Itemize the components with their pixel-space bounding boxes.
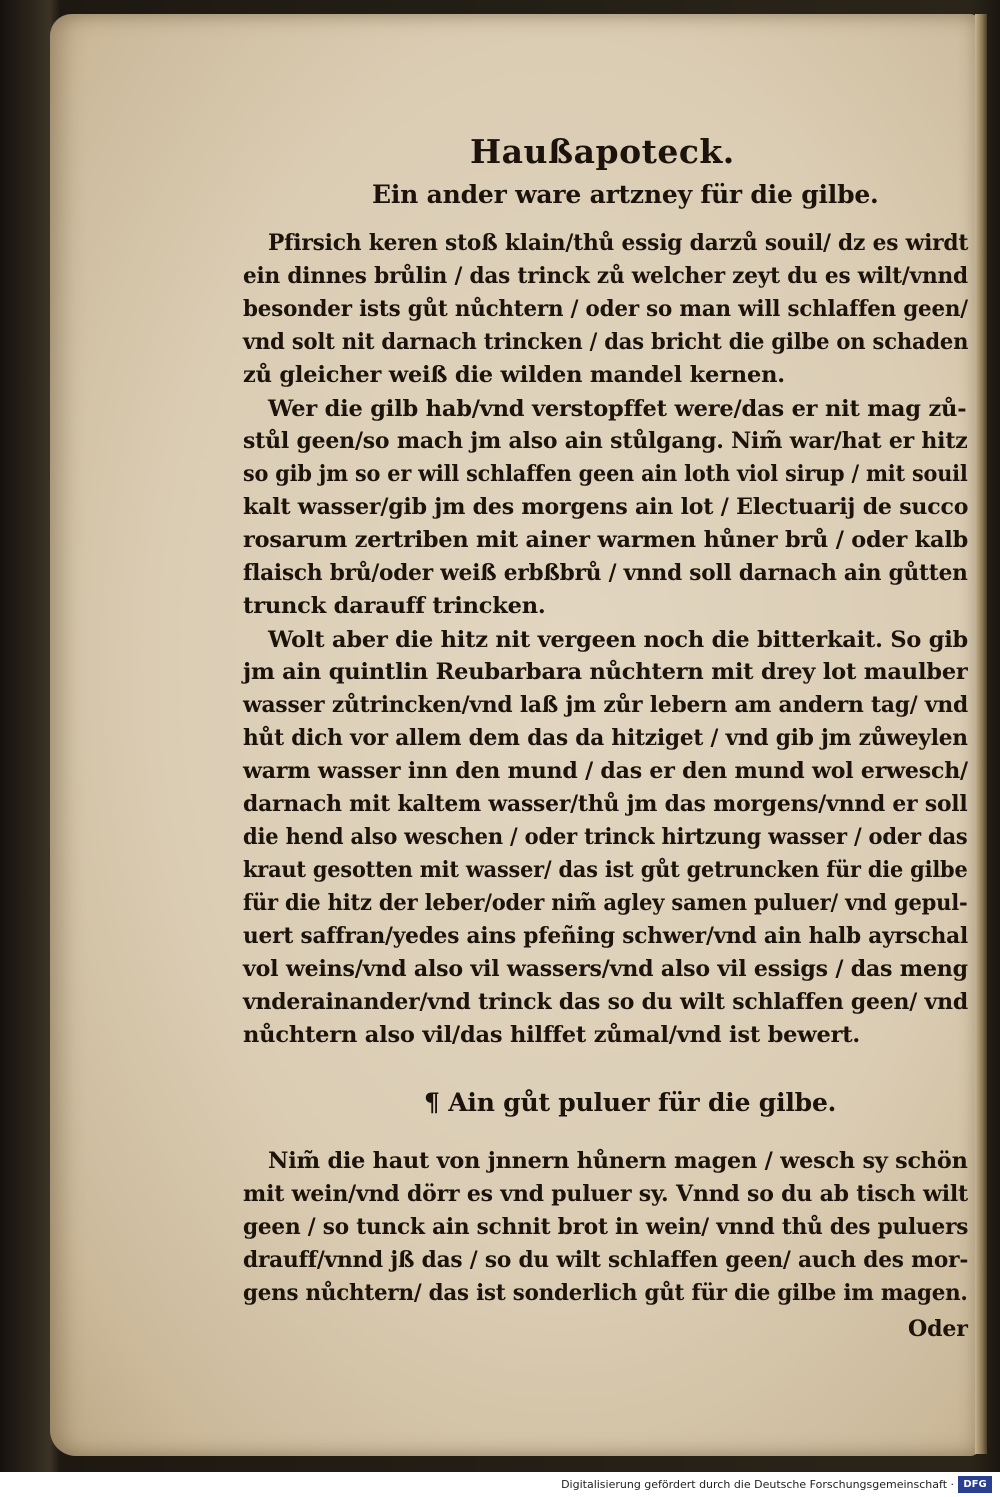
text-line: kalt wasser/gib jm des morgens ain lot / Electuarij de succo	[243, 494, 969, 520]
text-line: rosarum zertriben mit ainer warmen hůner brů / oder kalb	[243, 527, 969, 553]
running-head: Haußapoteck.	[470, 132, 735, 171]
text-line: so gib jm so er will schlaffen geen ain loth viol sirup / mit souil	[243, 461, 968, 487]
funding-notice: Digitalisierung gefördert durch die Deutsche Forschungsgemeinschaft ·	[561, 1478, 954, 1491]
text-line: für die hitz der leber/oder nim̃ agley samen puluer/ vnd gepul-	[243, 890, 968, 916]
text-line: Wolt aber die hitz nit vergeen noch die bitterkait. So gib	[268, 627, 969, 653]
text-line: warm wasser inn den mund / das er den mund wol erwesch/	[243, 758, 968, 784]
page-edge	[975, 14, 987, 1454]
text-line: hůt dich vor allem dem das da hitziget / vnd gib jm zůweylen	[243, 725, 968, 751]
section-title: ¶ Ain gůt puluer für die gilbe.	[424, 1088, 837, 1117]
text-line: nůchtern also vil/das hilffet zůmal/vnd ist bewert.	[243, 1022, 861, 1048]
text-line: flaisch brů/oder weiß erbßbrů / vnnd soll darnach ain gůtten	[243, 560, 968, 586]
catchword: Oder	[908, 1316, 968, 1342]
text-line: uert saffran/yedes ains pfeñing schwer/vnd ain halb ayrschal	[243, 923, 969, 949]
text-line: vol weins/vnd also vil wassers/vnd also vil essigs / das meng	[243, 956, 968, 982]
text-line: geen / so tunck ain schnit brot in wein/ vnnd thů des puluers	[243, 1214, 969, 1240]
text-line: die hend also weschen / oder trinck hirtzung wasser / oder das	[243, 824, 968, 850]
text-line: zů gleicher weiß die wilden mandel kernen.	[243, 362, 785, 388]
text-line: vnd solt nit darnach trincken / das bricht die gilbe on schaden	[243, 329, 969, 355]
text-line: Nim̃ die haut von jnnern hůnern magen / wesch sy schön	[268, 1148, 968, 1174]
text-line: stůl geen/so mach jm also ain stůlgang. Nim̃ war/hat er hitz	[243, 428, 968, 454]
text-line: mit wein/vnd dörr es vnd puluer sy. Vnnd so du ab tisch wilt	[243, 1181, 968, 1207]
text-line: besonder ists gůt nůchtern / oder so man will schlaffen geen/	[243, 296, 968, 322]
text-line: Pfirsich keren stoß klain/thů essig darzů souil/ dz es wirdt	[268, 230, 969, 256]
text-line: vnderainander/vnd trinck das so du wilt schlaffen geen/ vnd	[243, 989, 968, 1015]
text-line: gens nůchtern/ das ist sonderlich gůt für die gilbe im magen.	[243, 1280, 968, 1306]
section-title: Ein ander ware artzney für die gilbe.	[372, 180, 879, 209]
text-line: ein dinnes brůlin / das trinck zů welcher zeyt du es wilt/vnnd	[243, 263, 968, 289]
dfg-logo: DFG	[958, 1476, 992, 1493]
text-line: Wer die gilb hab/vnd verstopffet were/das er nit mag zů-	[268, 396, 967, 422]
text-line: trunck darauff trincken.	[243, 593, 546, 619]
text-line: wasser zůtrincken/vnd laß jm zůr lebern am andern tag/ vnd	[243, 692, 968, 718]
text-line: darnach mit kaltem wasser/thů jm das morgens/vnnd er soll	[243, 791, 968, 817]
text-line: kraut gesotten mit wasser/ das ist gůt getruncken für die gilbe	[243, 857, 968, 883]
text-line: drauff/vnnd jß das / so du wilt schlaffen geen/ auch des mor-	[243, 1247, 969, 1273]
text-line: jm ain quintlin Reubarbara nůchtern mit drey lot maulber	[243, 659, 968, 685]
